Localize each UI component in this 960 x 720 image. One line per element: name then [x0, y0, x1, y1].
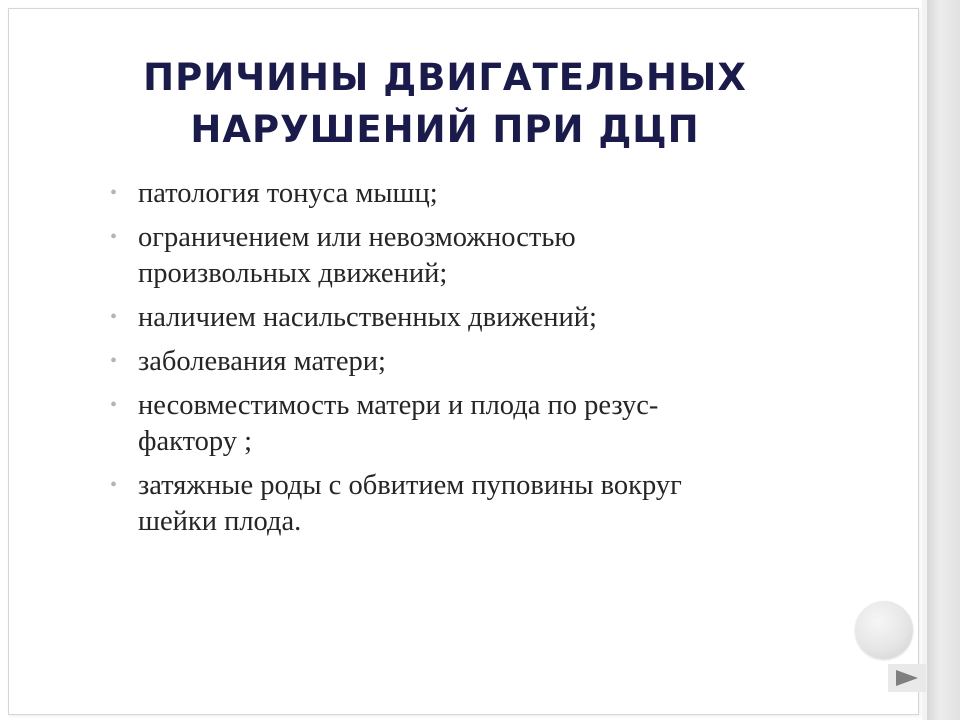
list-item — [108, 176, 848, 212]
title-line-2: НАРУШЕНИЙ ПРИ ДЦП — [190, 108, 700, 151]
list-item — [108, 300, 848, 336]
bullet-text-cont: шейки плода. — [138, 506, 302, 537]
list-item — [108, 468, 848, 540]
title-line-1: ПРИЧИНЫ ДВИГАТЕЛЬНЫХ — [143, 56, 747, 99]
next-slide-button[interactable] — [888, 664, 926, 692]
bullet-text: заболевания матери; — [138, 346, 386, 377]
bullet-text: наличием насильственных движений; — [138, 302, 597, 333]
bullet-dot: • — [110, 350, 118, 372]
bullet-text: ограничением или невозможностью — [138, 222, 576, 253]
slide-title — [60, 52, 830, 156]
bullet-list — [108, 176, 848, 548]
bullet-text: несовместимость матери и плода по резус- — [138, 390, 659, 421]
play-arrow-icon — [894, 669, 920, 687]
bullet-dot: • — [110, 306, 118, 328]
bullet-text: затяжные роды с обвитием пуповины вокруг — [138, 470, 682, 501]
list-item — [108, 388, 848, 460]
bullet-text-cont: фактору ; — [138, 426, 253, 457]
bullet-text: патология тонуса мышц; — [138, 178, 438, 209]
list-item — [108, 344, 848, 380]
bullet-dot: • — [110, 182, 118, 204]
bullet-dot: • — [110, 394, 118, 416]
list-item — [108, 220, 848, 292]
circle-icon — [855, 601, 913, 659]
bullet-text-cont: произвольных движений; — [138, 258, 448, 289]
bullet-dot: • — [110, 226, 118, 248]
right-decor-bar — [927, 0, 960, 720]
bullet-dot: • — [110, 474, 118, 496]
